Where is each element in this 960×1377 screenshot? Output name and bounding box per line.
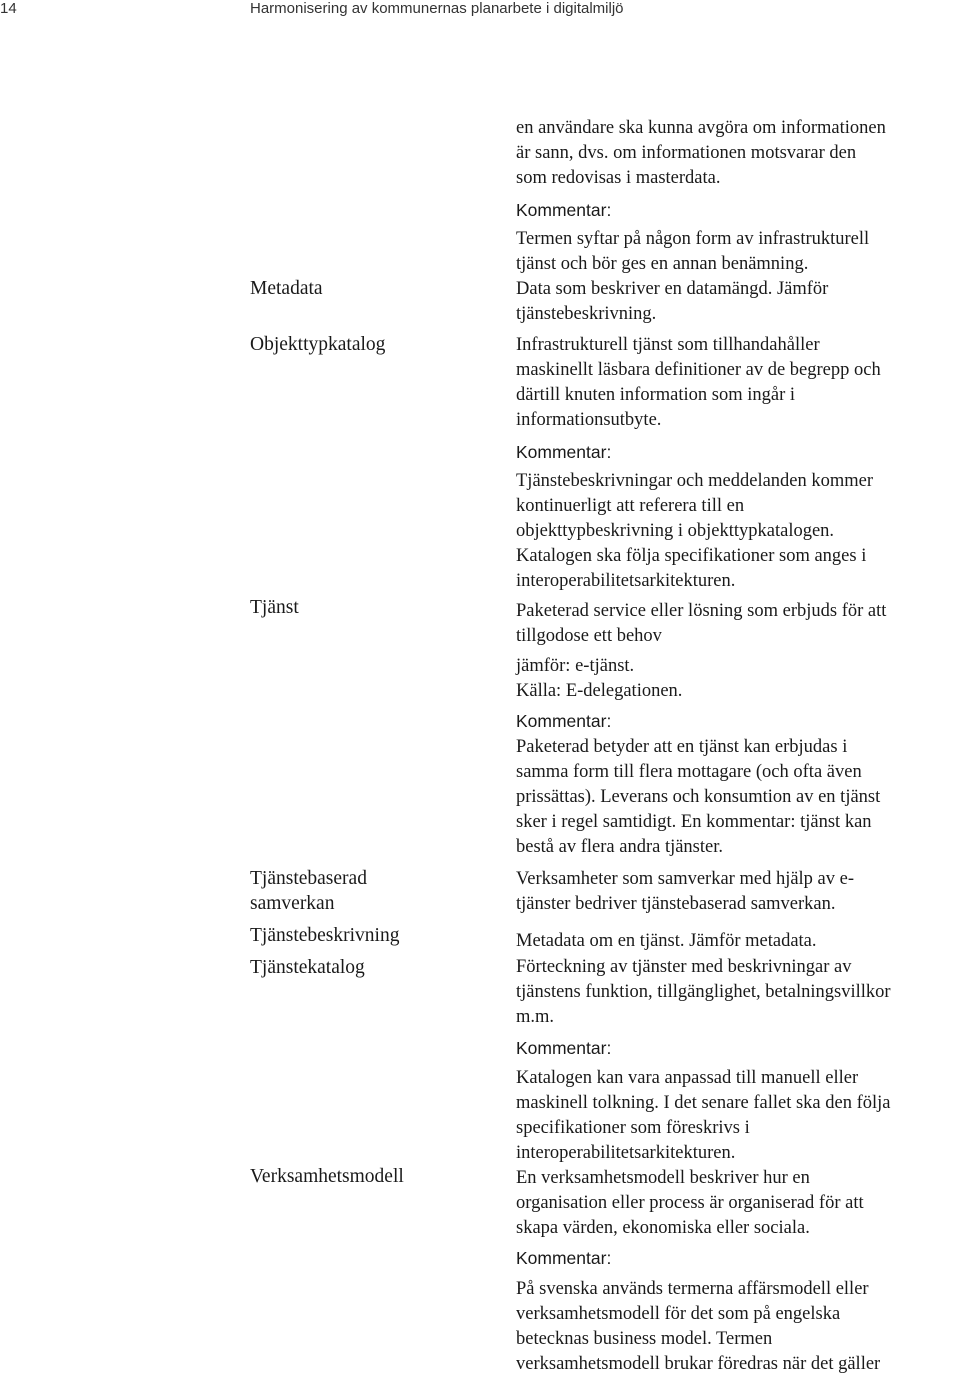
- definition-line: Infrastrukturell tjänst som tillhandahåller: [516, 335, 820, 355]
- page-header: [0, 0, 960, 18]
- comment-label: Kommentar:: [516, 1248, 612, 1268]
- definition-line: maskinell tolkning. I det senare fallet ska den följa: [516, 1093, 891, 1113]
- document-title: Harmonisering av kommunernas planarbete i digitalmiljö: [250, 0, 624, 17]
- definition-line: Katalogen ska följa specifikationer som anges i: [516, 546, 867, 566]
- definition-line: betecknas business model. Termen: [516, 1329, 773, 1349]
- page-number: 14: [0, 0, 17, 17]
- definition-line: organisation eller process är organiserad för att: [516, 1193, 864, 1213]
- definition-line: tjänster bedriver tjänstebaserad samverkan.: [516, 894, 836, 914]
- definition-line: verksamhetsmodell brukar föredras när det gäller: [516, 1354, 881, 1374]
- definition-line: En verksamhetsmodell beskriver hur en: [516, 1168, 810, 1188]
- definition-line: m.m.: [516, 1007, 555, 1027]
- definition-line: Tjänstebeskrivningar och meddelanden kommer: [516, 471, 874, 491]
- definition-line: Paketerad service eller lösning som erbjuds för att: [516, 601, 887, 621]
- definition-line: Paketerad betyder att en tjänst kan erbjudas i: [516, 737, 848, 757]
- term-tjanstebeskrivning: Tjänstebeskrivning: [250, 925, 400, 946]
- term-objekttypkatalog: Objekttypkatalog: [250, 334, 386, 355]
- term-tjanstebaserad-samverkan-line2: samverkan: [250, 893, 335, 914]
- comment-label: Kommentar:: [516, 711, 612, 731]
- definition-line: Data som beskriver en datamängd. Jämför: [516, 279, 829, 299]
- comment-label: Kommentar:: [516, 200, 612, 220]
- definition-line: därtill knuten information som ingår i: [516, 385, 795, 405]
- definition-line: interoperabilitetsarkitekturen.: [516, 1143, 736, 1163]
- definition-line: tjänst och bör ges en annan benämning.: [516, 254, 809, 274]
- definition-line: en användare ska kunna avgöra om informationen: [516, 118, 886, 138]
- definition-line: verksamhetsmodell för det som på engelska: [516, 1304, 841, 1324]
- definition-line: prissättas). Leverans och konsumtion av en tjänst: [516, 787, 881, 807]
- definition-line: maskinellt läsbara definitioner av de begrepp och: [516, 360, 881, 380]
- definition-line: är sann, dvs. om informationen motsvarar den: [516, 143, 857, 163]
- definition-line: Förteckning av tjänster med beskrivningar av: [516, 957, 852, 977]
- definition-line: tjänstebeskrivning.: [516, 304, 657, 324]
- definition-line: som redovisas i masterdata.: [516, 168, 721, 188]
- definition-line: tjänstens funktion, tillgänglighet, betalningsvillkor: [516, 982, 891, 1002]
- definition-line: Källa: E-delegationen.: [516, 681, 683, 701]
- definition-line: jämför: e-tjänst.: [516, 656, 635, 676]
- definition-line: objekttypbeskrivning i objekttypkatalogen.: [516, 521, 835, 541]
- term-tjanstebaserad-samverkan-line1: Tjänstebaserad: [250, 868, 367, 889]
- definition-line: Termen syftar på någon form av infrastrukturell: [516, 229, 870, 249]
- definition-line: Verksamheter som samverkar med hjälp av e-: [516, 869, 855, 889]
- term-verksamhetsmodell: Verksamhetsmodell: [250, 1166, 404, 1187]
- definition-line: informationsutbyte.: [516, 410, 662, 430]
- definition-line: samma form till flera mottagare (och ofta även: [516, 762, 862, 782]
- definition-line: tillgodose ett behov: [516, 626, 662, 646]
- term-metadata: Metadata: [250, 278, 323, 299]
- definition-line: Katalogen kan vara anpassad till manuell eller: [516, 1068, 859, 1088]
- definition-line: interoperabilitetsarkitekturen.: [516, 571, 736, 591]
- comment-label: Kommentar:: [516, 442, 612, 462]
- term-tjanst: Tjänst: [250, 597, 299, 618]
- definition-line: bestå av flera andra tjänster.: [516, 837, 723, 857]
- comment-label: Kommentar:: [516, 1038, 612, 1058]
- definition-line: sker i regel samtidigt. En kommentar: tjänst kan: [516, 812, 872, 832]
- definition-line: På svenska används termerna affärsmodell eller: [516, 1279, 869, 1299]
- definition-line: specifikationer som föreskrivs i: [516, 1118, 750, 1138]
- term-tjanstekatalog: Tjänstekatalog: [250, 957, 365, 978]
- definition-line: skapa värden, ekonomiska eller sociala.: [516, 1218, 810, 1238]
- definition-line: kontinuerligt att referera till en: [516, 496, 745, 516]
- definition-line: Metadata om en tjänst. Jämför metadata.: [516, 931, 817, 951]
